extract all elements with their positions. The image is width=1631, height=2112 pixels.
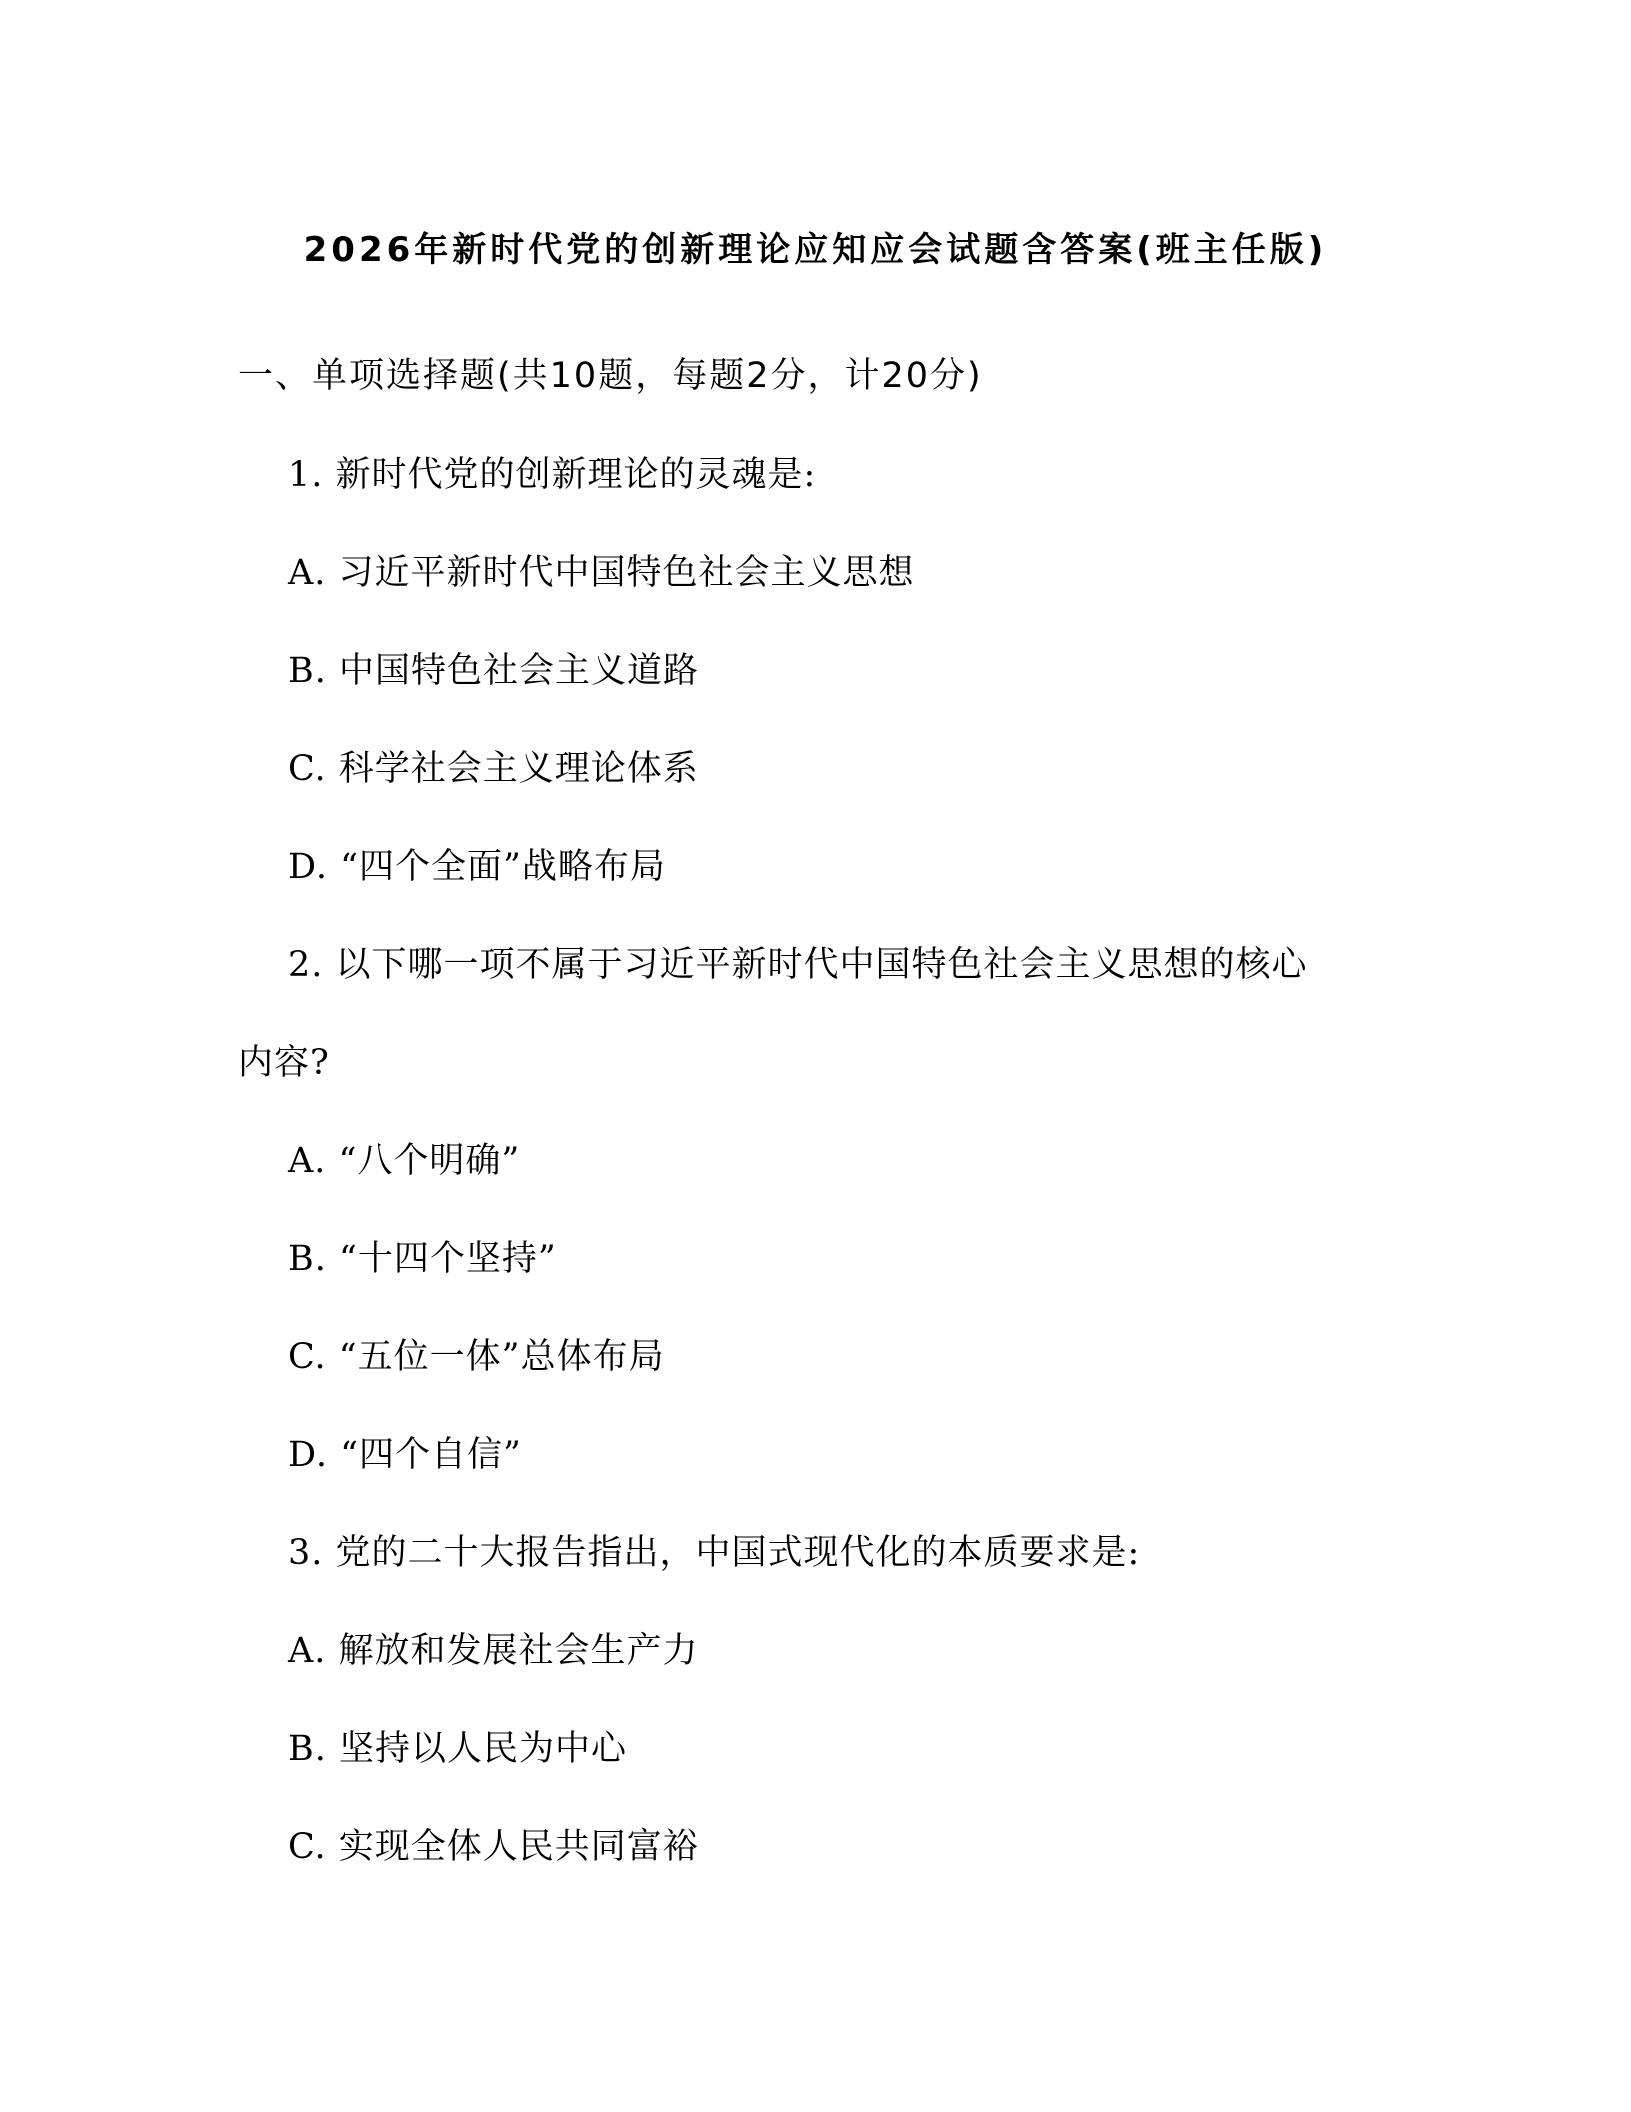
document-title: 2026年新时代党的创新理论应知应会试题含答案(班主任版) bbox=[303, 230, 1328, 270]
question-2-stem-continued: 内容? bbox=[238, 1043, 330, 1083]
question-2-option-a: A. “八个明确” bbox=[288, 1141, 521, 1181]
question-2-option-b: B. “十四个坚持” bbox=[288, 1239, 557, 1279]
question-1-option-c: C. 科学社会主义理论体系 bbox=[288, 749, 699, 789]
question-3-option-a: A. 解放和发展社会生产力 bbox=[288, 1631, 699, 1671]
question-3-option-c: C. 实现全体人民共同富裕 bbox=[288, 1827, 699, 1867]
section-heading: 一、单项选择题(共10题，每题2分，计20分) bbox=[238, 356, 983, 396]
question-1-option-a: A. 习近平新时代中国特色社会主义思想 bbox=[288, 553, 915, 593]
question-3-stem: 3. 党的二十大报告指出，中国式现代化的本质要求是: bbox=[288, 1533, 1141, 1573]
question-1-option-d: D. “四个全面”战略布局 bbox=[288, 847, 666, 887]
question-1-option-b: B. 中国特色社会主义道路 bbox=[288, 651, 699, 691]
question-1-stem: 1. 新时代党的创新理论的灵魂是: bbox=[288, 455, 817, 495]
question-3-option-b: B. 坚持以人民为中心 bbox=[288, 1729, 627, 1769]
question-2-stem: 2. 以下哪一项不属于习近平新时代中国特色社会主义思想的核心 bbox=[288, 945, 1308, 985]
question-2-option-d: D. “四个自信” bbox=[288, 1435, 522, 1475]
question-2-option-c: C. “五位一体”总体布局 bbox=[288, 1337, 665, 1377]
